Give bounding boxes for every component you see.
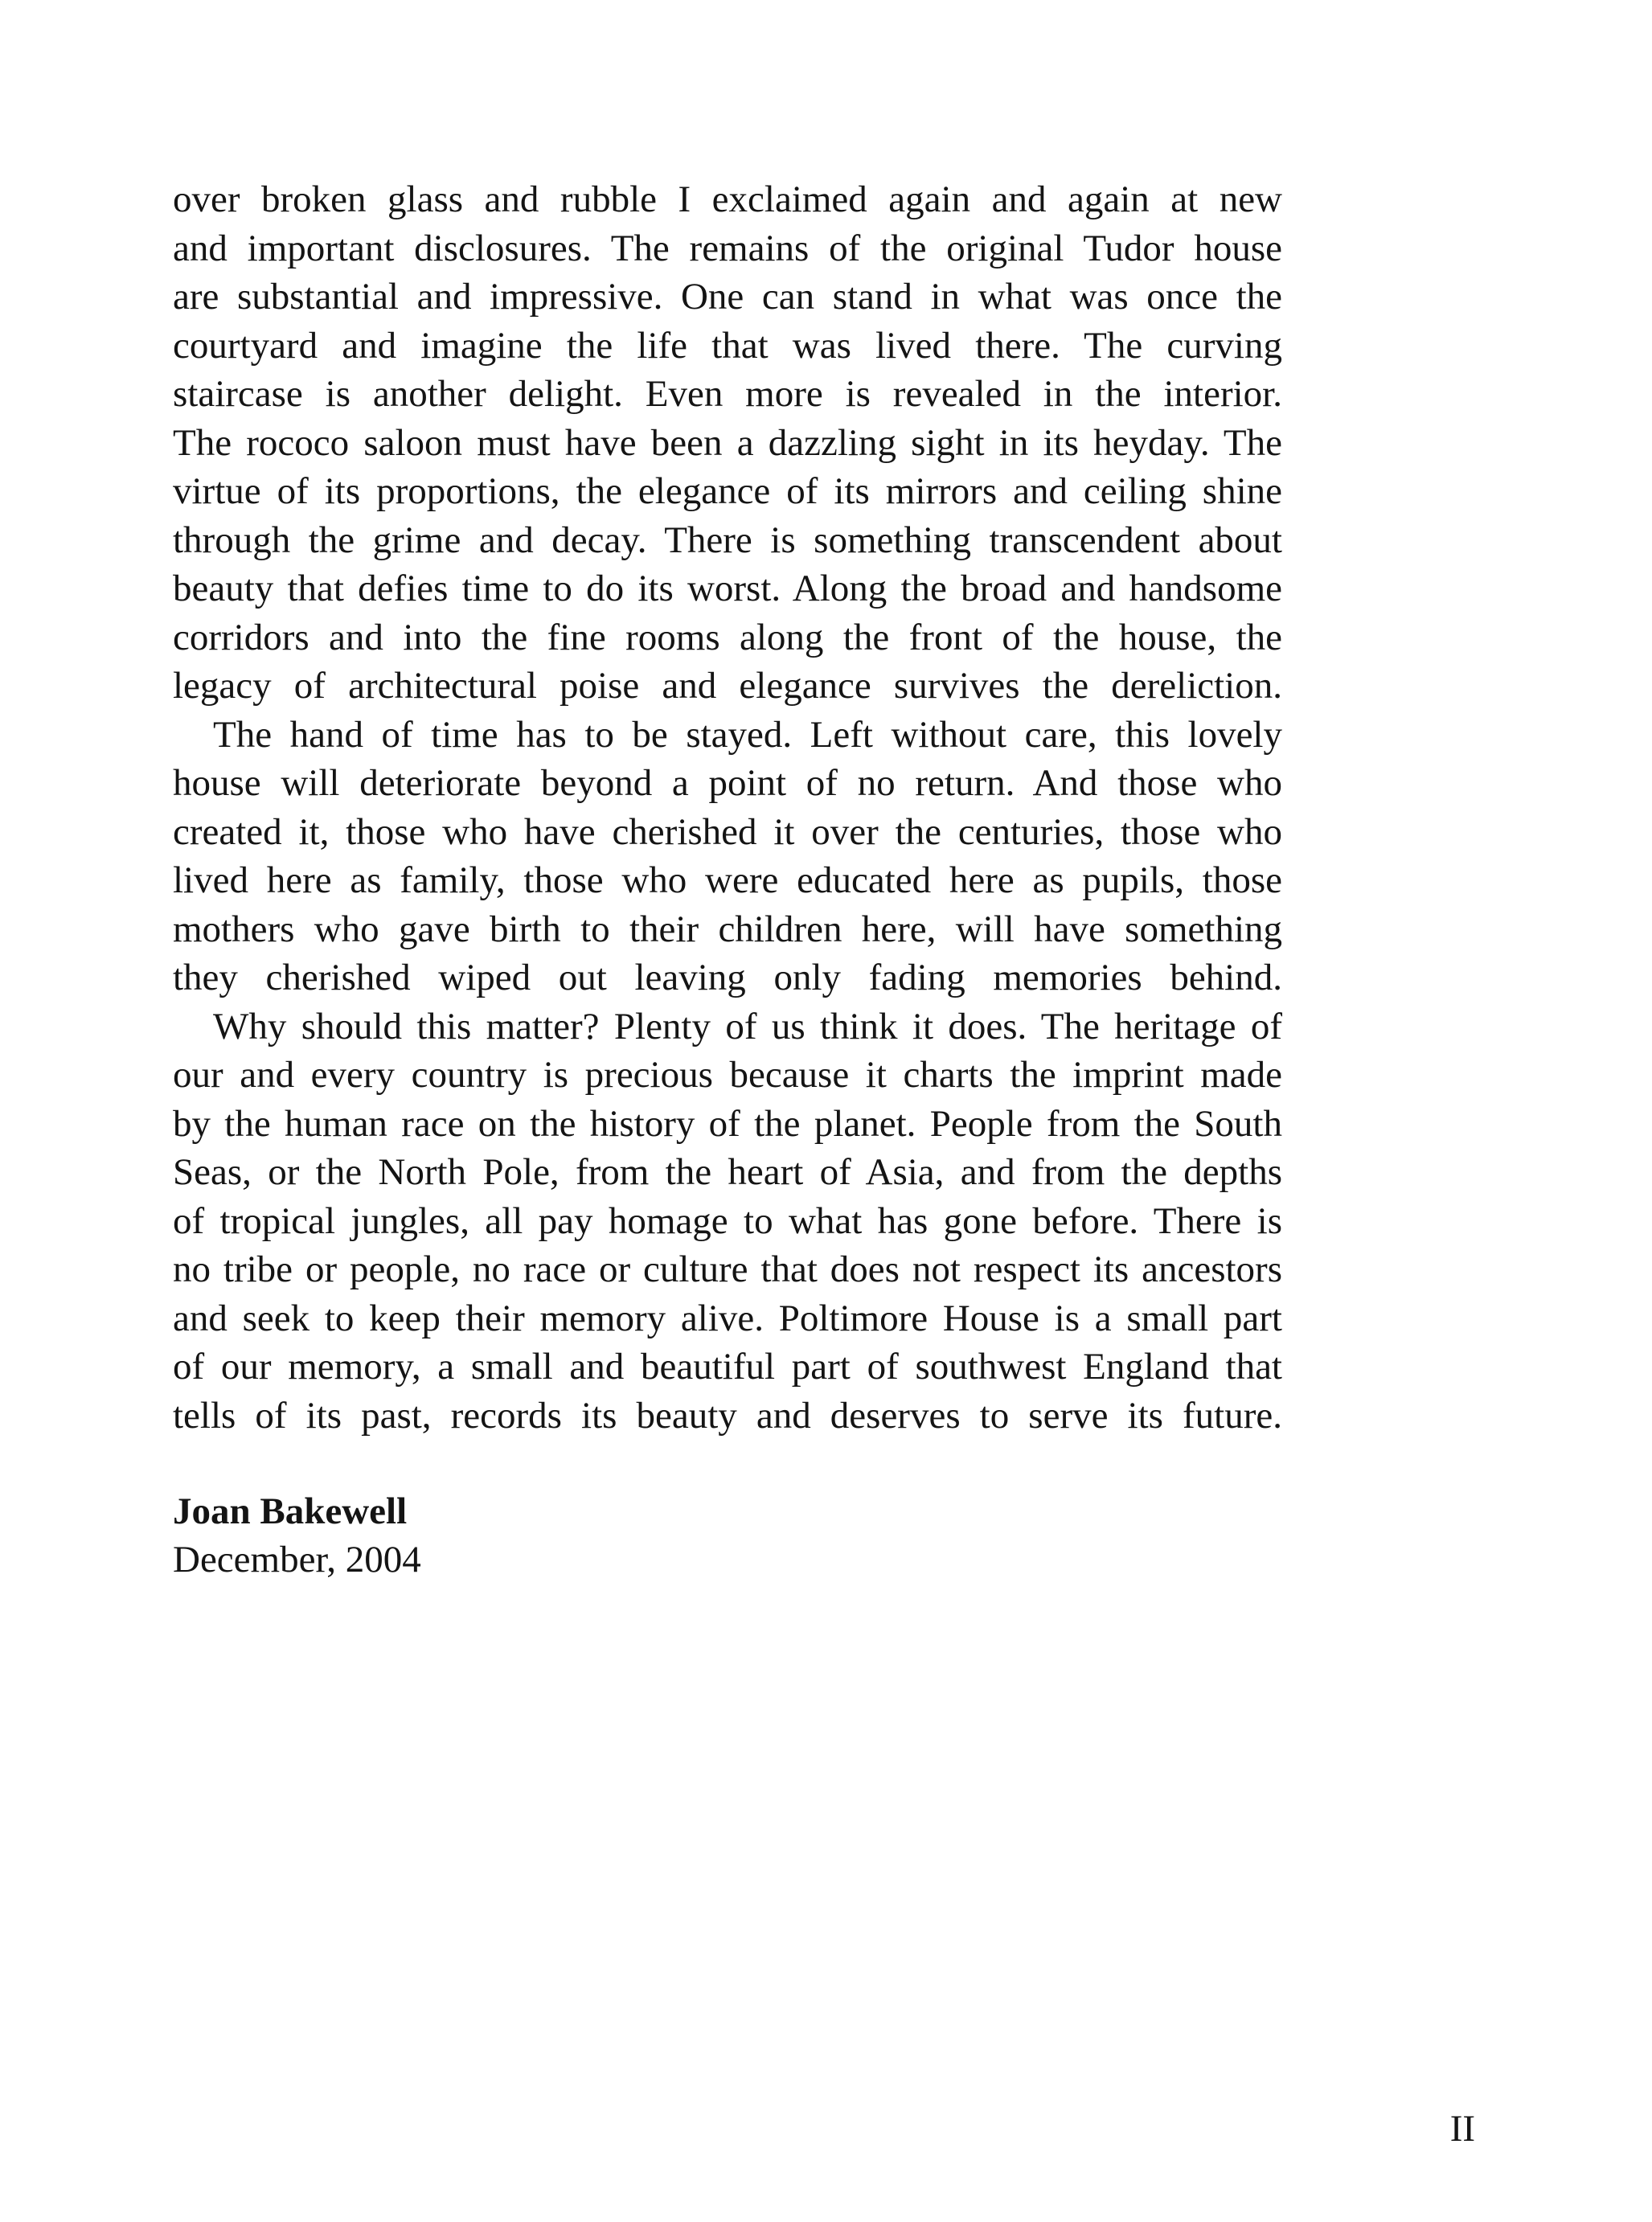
text-line: no tribe or people, no race or culture that does not respect its ancestors: [173, 1248, 1282, 1290]
text-line: and seek to keep their memory alive. Poltimore House is a small part: [173, 1297, 1282, 1339]
text-line: our and every country is precious because it charts the imprint made: [173, 1054, 1282, 1096]
paragraph-start-line: Why should this matter? Plenty of us think it does. The heritage of: [213, 1005, 1282, 1047]
paragraph-start-line: The hand of time has to be stayed. Left without care, this lovely: [213, 713, 1282, 756]
body-text: [173, 175, 1282, 1440]
text-line: and important disclosures. The remains of the original Tudor house: [173, 227, 1282, 269]
author-name: Joan Bakewell: [173, 1490, 408, 1532]
text-line: Seas, or the North Pole, from the heart of Asia, and from the depths: [173, 1151, 1282, 1193]
text-line: house will deteriorate beyond a point of no return. And those who: [173, 762, 1282, 804]
text-line: legacy of architectural poise and elegance survives the dereliction.: [173, 665, 1282, 707]
text-line: of our memory, a small and beautiful part of southwest England that: [173, 1346, 1282, 1388]
text-line: over broken glass and rubble I exclaimed again and again at new: [173, 178, 1282, 220]
signature-block: [173, 1487, 421, 1584]
text-line: tells of its past, records its beauty and deserves to serve its future.: [173, 1394, 1282, 1437]
text-line: of tropical jungles, all pay homage to what has gone before. There is: [173, 1199, 1282, 1242]
text-line: are substantial and impressive. One can stand in what was once the: [173, 276, 1282, 318]
text-line: The rococo saloon must have been a dazzling sight in its heyday. The: [173, 421, 1282, 464]
text-line: created it, those who have cherished it over the centuries, those who: [173, 810, 1282, 853]
text-line: virtue of its proportions, the elegance of its mirrors and ceiling shine: [173, 470, 1282, 512]
text-line: mothers who gave birth to their children here, will have something: [173, 908, 1282, 950]
text-line: by the human race on the history of the planet. People from the South: [173, 1102, 1282, 1145]
page-number: II: [1449, 2108, 1475, 2150]
text-line: they cherished wiped out leaving only fading memories behind.: [173, 957, 1282, 998]
text-line: beauty that defies time to do its worst. Along the broad and handsome: [173, 568, 1282, 609]
text-line: through the grime and decay. There is something transcendent about: [173, 519, 1282, 561]
text-line: corridors and into the fine rooms along the front of the house, the: [173, 616, 1282, 658]
text-line: courtyard and imagine the life that was lived there. The curving: [173, 324, 1282, 367]
text-line: staircase is another delight. Even more is revealed in the interior.: [173, 373, 1282, 415]
signature-date: December, 2004: [173, 1539, 421, 1580]
text-line: lived here as family, those who were educated here as pupils, those: [173, 859, 1282, 901]
